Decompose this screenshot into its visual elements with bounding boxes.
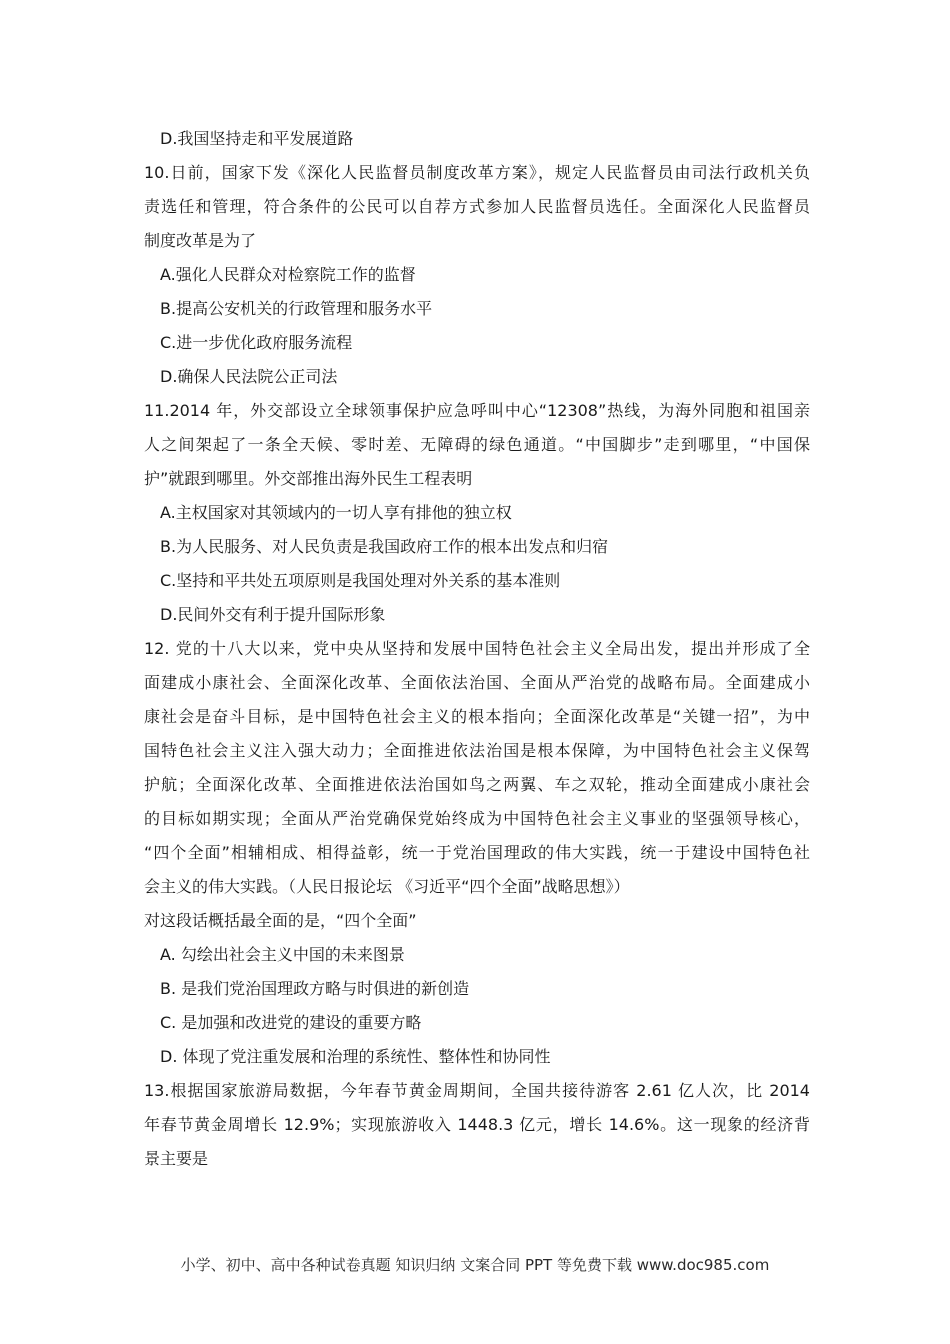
- question-line: 国特色社会主义注入强大动力；全面推进依法治国是根本保障，为中国特色社会主义保驾: [144, 741, 810, 760]
- question-line: 12. 党的十八大以来，党中央从坚持和发展中国特色社会主义全局出发，提出并形成了全: [144, 639, 810, 658]
- answer-option: A.强化人民群众对检察院工作的监督: [160, 265, 416, 284]
- question-line: 年春节黄金周增长 12.9%；实现旅游收入 1448.3 亿元，增长 14.6%。这一现象的经济背: [144, 1115, 810, 1134]
- answer-option: C. 是加强和改进党的建设的重要方略: [160, 1013, 422, 1032]
- question-line: 会主义的伟大实践。（人民日报论坛 《习近平“四个全面”战略思想》）: [144, 877, 630, 896]
- question-line: 护”就跟到哪里。外交部推出海外民生工程表明: [144, 469, 473, 488]
- question-line: 人之间架起了一条全天候、零时差、无障碍的绿色通道。“中国脚步”走到哪里，“中国保: [144, 435, 810, 454]
- question-line: 护航；全面深化改革、全面推进依法治国如鸟之两翼、车之双轮，推动全面建成小康社会: [144, 775, 810, 794]
- question-line: 制度改革是为了: [144, 231, 257, 250]
- page-footer: 小学、初中、高中各种试卷真题 知识归纳 文案合同 PPT 等免费下载 www.doc985.com: [180, 1256, 770, 1274]
- answer-option: A. 勾绘出社会主义中国的未来图景: [160, 945, 405, 964]
- answer-option: B.提高公安机关的行政管理和服务水平: [160, 299, 433, 318]
- question-line: 13.根据国家旅游局数据，今年春节黄金周期间，全国共接待游客 2.61 亿人次，比 2014: [144, 1081, 810, 1100]
- question-text-body: [144, 122, 810, 1176]
- answer-option: D.我国坚持走和平发展道路: [160, 129, 354, 148]
- answer-option: B.为人民服务、对人民负责是我国政府工作的根本出发点和归宿: [160, 537, 609, 556]
- question-line: 面建成小康社会、全面深化改革、全面依法治国、全面从严治党的战略布局。全面建成小: [144, 673, 810, 692]
- answer-option: D. 体现了党注重发展和治理的系统性、整体性和协同性: [160, 1047, 551, 1066]
- question-line: 10.日前，国家下发《深化人民监督员制度改革方案》，规定人民监督员由司法行政机关负: [144, 163, 810, 182]
- question-line: “四个全面”相辅相成、相得益彰，统一于党治国理政的伟大实践，统一于建设中国特色社: [144, 843, 810, 862]
- answer-option: C.坚持和平共处五项原则是我国处理对外关系的基本准则: [160, 571, 561, 590]
- question-line: 责选任和管理，符合条件的公民可以自荐方式参加人民监督员选任。全面深化人民监督员: [144, 197, 810, 216]
- question-line: 对这段话概括最全面的是，“四个全面”: [144, 911, 417, 930]
- answer-option: C.进一步优化政府服务流程: [160, 333, 353, 352]
- answer-option: D.确保人民法院公正司法: [160, 367, 338, 386]
- question-line: 康社会是奋斗目标，是中国特色社会主义的根本指向；全面深化改革是“关键一招”，为中: [144, 707, 810, 726]
- question-line: 的目标如期实现；全面从严治党确保党始终成为中国特色社会主义事业的坚强领导核心，: [144, 809, 810, 828]
- answer-option: B. 是我们党治国理政方略与时俱进的新创造: [160, 979, 470, 998]
- answer-option: D.民间外交有利于提升国际形象: [160, 605, 386, 624]
- question-line: 景主要是: [144, 1149, 209, 1168]
- question-line: 11.2014 年，外交部设立全球领事保护应急呼叫中心“12308”热线，为海外同胞和祖国亲: [144, 401, 810, 420]
- answer-option: A.主权国家对其领域内的一切人享有排他的独立权: [160, 503, 512, 522]
